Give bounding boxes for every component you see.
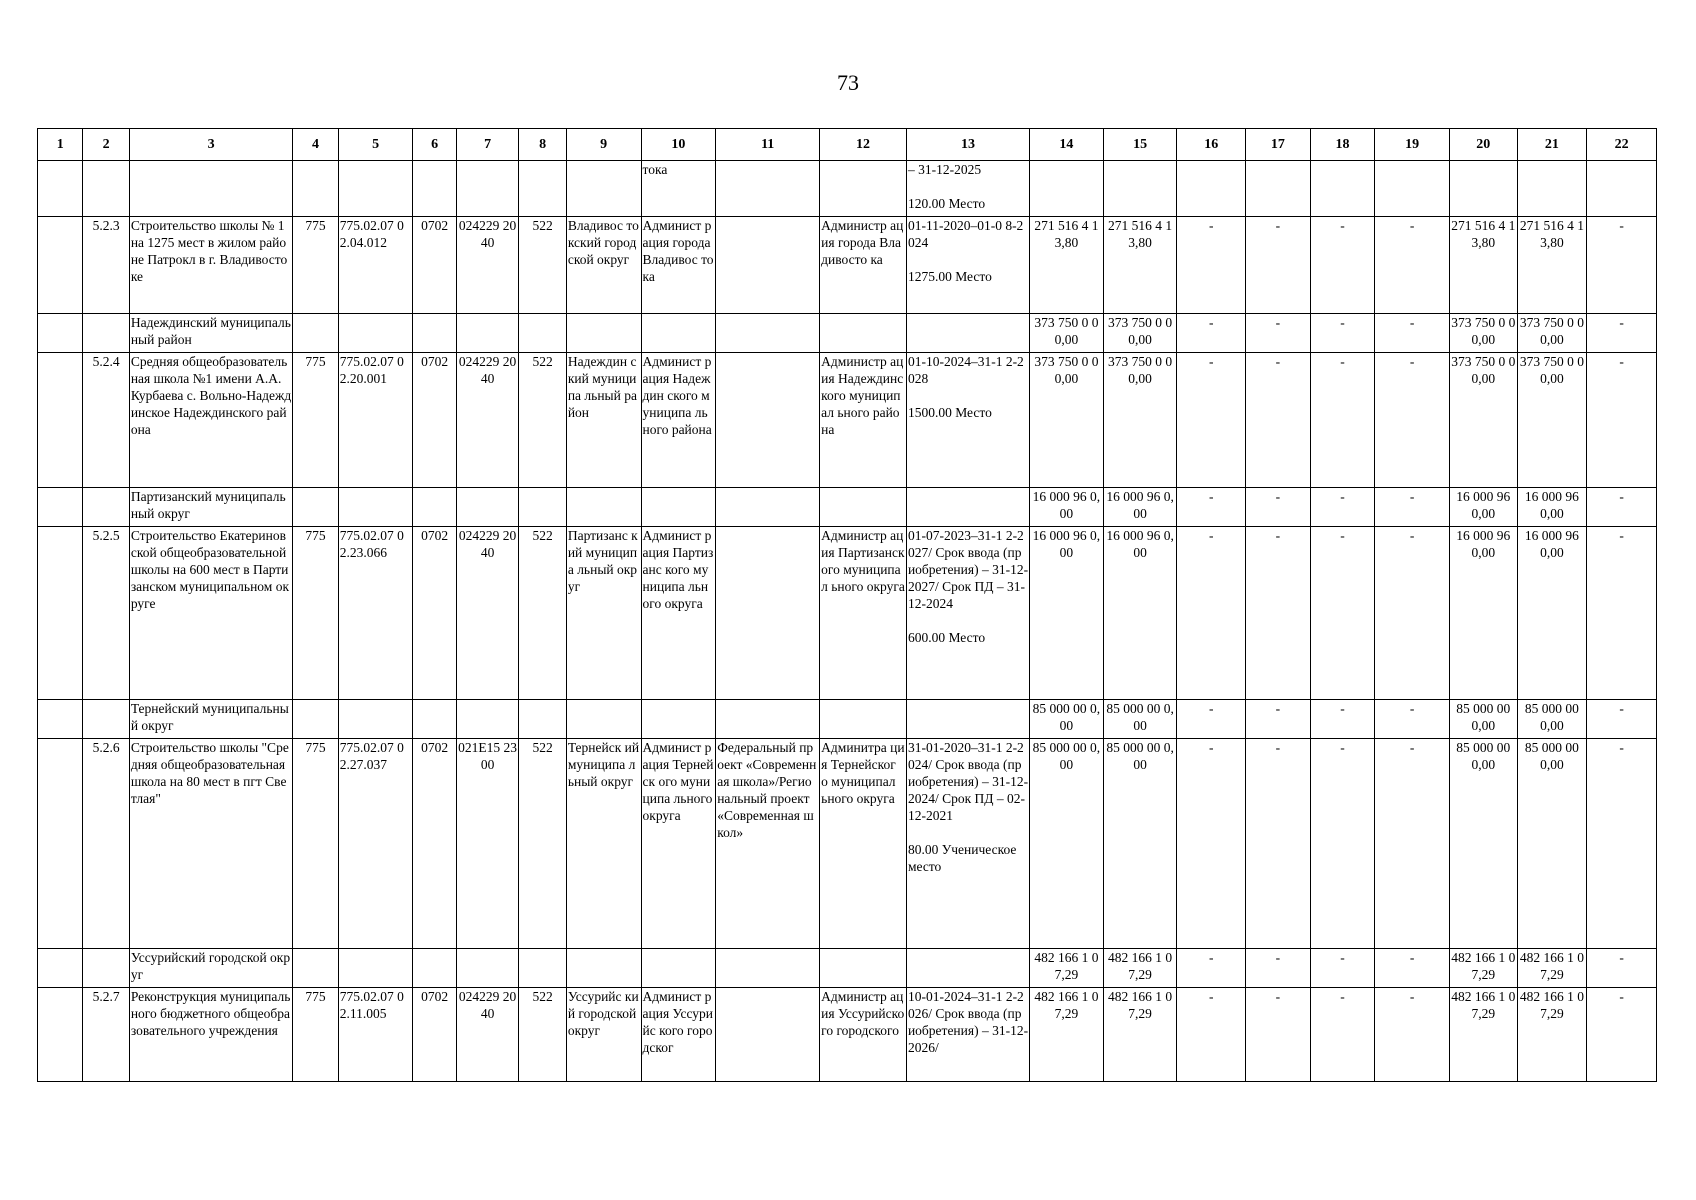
table-cell: -	[1246, 700, 1311, 739]
table-cell: 775.02.07 02.11.005	[338, 988, 413, 1082]
table-cell: Админист рация города Владивос тока	[641, 217, 716, 314]
column-header: 21	[1517, 129, 1587, 161]
table-cell: Уссурийс кий городской округ	[566, 988, 641, 1082]
table-cell: Администр ация Партизанск ого муниципал ьного округа	[820, 527, 907, 700]
table-cell: 85 000 00 0,00	[1030, 700, 1104, 739]
table-cell: 775	[293, 988, 338, 1082]
table-cell: 775	[293, 353, 338, 488]
column-header: 2	[83, 129, 129, 161]
column-header: 8	[519, 129, 566, 161]
table-cell	[519, 314, 566, 353]
table-cell	[641, 949, 716, 988]
table-cell: 373 750 0 00,00	[1030, 353, 1104, 488]
table-cell: 5.2.3	[83, 217, 129, 314]
table-cell: -	[1246, 488, 1311, 527]
table-row	[38, 988, 1657, 1082]
table-cell: -	[1177, 988, 1246, 1082]
table-cell: -	[1375, 217, 1450, 314]
table-cell: -	[1587, 700, 1657, 739]
table-cell	[566, 949, 641, 988]
table-cell: 482 166 1 07,29	[1030, 949, 1104, 988]
table-cell: 5.2.6	[83, 739, 129, 949]
table-cell	[413, 488, 456, 527]
table-cell: -	[1375, 739, 1450, 949]
table-cell: Админист рация Тернейск ого муниципа льного округа	[641, 739, 716, 949]
table-cell: -	[1246, 988, 1311, 1082]
table-cell	[413, 949, 456, 988]
table-cell: – 31-12-2025 120.00 Место	[906, 161, 1029, 217]
page-number: 73	[837, 70, 859, 95]
table-cell	[456, 161, 519, 217]
table-cell: -	[1587, 217, 1657, 314]
table-cell	[38, 949, 83, 988]
table-cell	[716, 988, 820, 1082]
table-cell	[456, 949, 519, 988]
table-cell: 0702	[413, 217, 456, 314]
table-cell: 85 000 00 0,00	[1103, 700, 1177, 739]
table-cell	[820, 488, 907, 527]
table-cell: -	[1375, 314, 1450, 353]
table-cell: Федеральный проект «Современная школа»/Регио нальный проект «Современная школ»	[716, 739, 820, 949]
table-cell	[456, 488, 519, 527]
table-cell: 01-11-2020–01-0 8-2024 1275.00 Место	[906, 217, 1029, 314]
table-cell: 775	[293, 739, 338, 949]
table-cell: Админист рация Уссурийс кого городског	[641, 988, 716, 1082]
table-cell: 775.02.07 02.04.012	[338, 217, 413, 314]
column-header: 7	[456, 129, 519, 161]
table-cell	[1587, 161, 1657, 217]
table-cell: -	[1177, 353, 1246, 488]
table-cell: Уссурийский городской округ	[129, 949, 293, 988]
column-header: 20	[1449, 129, 1517, 161]
table-cell	[716, 217, 820, 314]
column-header: 19	[1375, 129, 1450, 161]
column-header: 18	[1310, 129, 1375, 161]
table-cell: 024229 2040	[456, 527, 519, 700]
table-cell	[38, 527, 83, 700]
table-cell: 16 000 96 0,00	[1103, 488, 1177, 527]
table-cell: 373 750 0 00,00	[1517, 353, 1587, 488]
table-body	[38, 129, 1657, 1082]
table-cell: -	[1177, 739, 1246, 949]
column-header: 12	[820, 129, 907, 161]
table-cell: -	[1375, 700, 1450, 739]
table-cell	[519, 949, 566, 988]
table-cell: -	[1587, 739, 1657, 949]
table-cell	[413, 314, 456, 353]
table-cell	[413, 161, 456, 217]
subtotal-row	[38, 488, 1657, 527]
table-cell: -	[1246, 739, 1311, 949]
table-cell	[820, 949, 907, 988]
table-cell: 85 000 00 0,00	[1103, 739, 1177, 949]
table-cell: 024229 2040	[456, 217, 519, 314]
table-cell	[1517, 161, 1587, 217]
column-header: 17	[1246, 129, 1311, 161]
table-cell: 775.02.07 02.27.037	[338, 739, 413, 949]
table-cell: Строительство школы № 1 на 1275 мест в жилом районе Патрокл в г. Владивостоке	[129, 217, 293, 314]
table-cell: 373 750 0 00,00	[1030, 314, 1104, 353]
table-cell	[338, 488, 413, 527]
table-cell: 024229 2040	[456, 988, 519, 1082]
table-cell: 85 000 00 0,00	[1517, 739, 1587, 949]
table-cell	[129, 161, 293, 217]
header-row	[38, 129, 1657, 161]
table-cell	[906, 949, 1029, 988]
table-cell: 16 000 96 0,00	[1103, 527, 1177, 700]
table-cell: 271 516 4 13,80	[1449, 217, 1517, 314]
table-cell: Тернейский муниципальный округ	[129, 700, 293, 739]
table-cell: -	[1310, 988, 1375, 1082]
table-cell: -	[1177, 949, 1246, 988]
table-cell	[566, 488, 641, 527]
table-cell: -	[1310, 949, 1375, 988]
table-cell: 482 166 1 07,29	[1449, 949, 1517, 988]
table-cell	[716, 161, 820, 217]
table-cell	[641, 314, 716, 353]
table-cell: Строительство школы "Средняя общеобразовательная школа на 80 мест в пгт Светлая"	[129, 739, 293, 949]
subtotal-row	[38, 700, 1657, 739]
table-cell: -	[1375, 949, 1450, 988]
column-header: 11	[716, 129, 820, 161]
table-cell: 16 000 96 0,00	[1030, 527, 1104, 700]
table-cell	[1375, 161, 1450, 217]
table-cell: -	[1310, 314, 1375, 353]
table-cell: 16 000 96 0,00	[1030, 488, 1104, 527]
table-cell: -	[1375, 527, 1450, 700]
table-cell: -	[1177, 488, 1246, 527]
column-header: 15	[1103, 129, 1177, 161]
table-cell	[716, 949, 820, 988]
table-cell: -	[1310, 739, 1375, 949]
table-cell	[566, 161, 641, 217]
table-cell: 0702	[413, 739, 456, 949]
table-cell	[906, 488, 1029, 527]
table-cell: Строительство Екатериновской общеобразовательной школы на 600 мест в Партизанском муниципальном округе	[129, 527, 293, 700]
table-cell: 5.2.7	[83, 988, 129, 1082]
table-cell: -	[1587, 527, 1657, 700]
table-cell: 482 166 1 07,29	[1103, 949, 1177, 988]
table-cell: -	[1177, 700, 1246, 739]
table-cell: 522	[519, 217, 566, 314]
table-cell	[1449, 161, 1517, 217]
table-cell: Реконструкция муниципального бюджетного общеобразовательного учреждения	[129, 988, 293, 1082]
table-cell: 024229 2040	[456, 353, 519, 488]
column-header: 6	[413, 129, 456, 161]
table-cell: 0702	[413, 988, 456, 1082]
table-cell: -	[1587, 988, 1657, 1082]
table-row	[38, 527, 1657, 700]
table-cell: 85 000 00 0,00	[1517, 700, 1587, 739]
table-cell: 01-07-2023–31-1 2-2027/ Срок ввода (приобретения) – 31-12-2027/ Срок ПД – 31-12-2024 600.00 Место	[906, 527, 1029, 700]
table-cell	[566, 314, 641, 353]
table-cell: -	[1587, 353, 1657, 488]
program-table	[37, 128, 1657, 1082]
table-cell	[83, 700, 129, 739]
table-cell: -	[1375, 988, 1450, 1082]
table-cell: Надеждин ский муниципа льный район	[566, 353, 641, 488]
table-cell: 482 166 1 07,29	[1103, 988, 1177, 1082]
table-row	[38, 739, 1657, 949]
table-cell	[38, 353, 83, 488]
table-cell	[716, 314, 820, 353]
subtotal-row	[38, 949, 1657, 988]
table-cell: -	[1310, 353, 1375, 488]
table-cell: Надеждинский муниципальный район	[129, 314, 293, 353]
table-cell: Админист рация Надеждин ского муниципа льного района	[641, 353, 716, 488]
table-cell	[456, 700, 519, 739]
table-cell	[293, 949, 338, 988]
table-cell	[38, 217, 83, 314]
table-cell: -	[1310, 217, 1375, 314]
table-cell: 01-10-2024–31-1 2-2028 1500.00 Место	[906, 353, 1029, 488]
table-cell	[293, 314, 338, 353]
table-cell	[906, 700, 1029, 739]
table-cell: -	[1246, 217, 1311, 314]
table-cell: 775	[293, 527, 338, 700]
table-cell: 373 750 0 00,00	[1103, 353, 1177, 488]
table-cell	[1030, 161, 1104, 217]
table-cell	[716, 353, 820, 488]
table-cell: 373 750 0 00,00	[1449, 353, 1517, 488]
table-cell: тока	[641, 161, 716, 217]
table-cell: -	[1587, 488, 1657, 527]
table-cell	[519, 700, 566, 739]
table-cell	[1103, 161, 1177, 217]
table-cell: -	[1177, 527, 1246, 700]
table-cell: -	[1375, 353, 1450, 488]
column-header: 1	[38, 129, 83, 161]
table-cell: 021Е15 2300	[456, 739, 519, 949]
table-cell: 85 000 00 0,00	[1449, 700, 1517, 739]
column-header: 9	[566, 129, 641, 161]
table-cell	[338, 161, 413, 217]
table-cell: 85 000 00 0,00	[1030, 739, 1104, 949]
table-cell: -	[1246, 314, 1311, 353]
table-cell: 5.2.4	[83, 353, 129, 488]
table-cell	[1177, 161, 1246, 217]
table-cell: 16 000 96 0,00	[1449, 488, 1517, 527]
table-cell: Админист рация Партизанс кого муниципа льного округа	[641, 527, 716, 700]
table-cell: 5.2.5	[83, 527, 129, 700]
table-cell	[906, 314, 1029, 353]
table-cell: -	[1310, 488, 1375, 527]
subtotal-row	[38, 314, 1657, 353]
table-row	[38, 353, 1657, 488]
table-cell: -	[1246, 353, 1311, 488]
table-cell: 0702	[413, 527, 456, 700]
table-cell	[293, 161, 338, 217]
table-cell: 373 750 0 00,00	[1103, 314, 1177, 353]
table-cell	[338, 700, 413, 739]
table-cell: 271 516 4 13,80	[1103, 217, 1177, 314]
table-cell	[566, 700, 641, 739]
table-cell: 16 000 96 0,00	[1517, 527, 1587, 700]
table-cell: Админитра ция Тернейског о муниципал ьного округа	[820, 739, 907, 949]
table-cell: Партизанс кий муниципа льный округ	[566, 527, 641, 700]
table-cell	[338, 314, 413, 353]
table-cell	[519, 488, 566, 527]
table-cell: -	[1246, 527, 1311, 700]
table-cell	[293, 488, 338, 527]
table-cell	[716, 488, 820, 527]
table-cell	[1310, 161, 1375, 217]
table-cell: 482 166 1 07,29	[1517, 949, 1587, 988]
table-cell: 271 516 4 13,80	[1030, 217, 1104, 314]
table-cell	[83, 949, 129, 988]
table-cell: 775.02.07 02.23.066	[338, 527, 413, 700]
table-cell: -	[1310, 527, 1375, 700]
table-cell: Тернейск ий муниципа льный округ	[566, 739, 641, 949]
table-cell: 522	[519, 739, 566, 949]
table-cell: 482 166 1 07,29	[1517, 988, 1587, 1082]
table-cell: -	[1375, 488, 1450, 527]
table-cell: 271 516 4 13,80	[1517, 217, 1587, 314]
column-header: 14	[1030, 129, 1104, 161]
table-cell	[83, 314, 129, 353]
table-cell: -	[1177, 314, 1246, 353]
table-cell	[38, 700, 83, 739]
table-cell: 522	[519, 988, 566, 1082]
table-cell: Администр ация Уссурийско го городского	[820, 988, 907, 1082]
table-cell	[338, 949, 413, 988]
table-cell	[38, 488, 83, 527]
column-header: 3	[129, 129, 293, 161]
table-cell: 10-01-2024–31-1 2-2026/ Срок ввода (приобретения) – 31-12-2026/	[906, 988, 1029, 1082]
table-cell	[38, 314, 83, 353]
table-cell: Администр ация Надеждинс кого муниципал ьного района	[820, 353, 907, 488]
table-cell	[413, 700, 456, 739]
table-cell: 482 166 1 07,29	[1030, 988, 1104, 1082]
table-cell: 775.02.07 02.20.001	[338, 353, 413, 488]
table-cell: -	[1246, 949, 1311, 988]
table-cell: 16 000 96 0,00	[1517, 488, 1587, 527]
table-cell	[820, 314, 907, 353]
column-header: 13	[906, 129, 1029, 161]
table-cell	[456, 314, 519, 353]
table-cell: 522	[519, 527, 566, 700]
table-row	[38, 217, 1657, 314]
table-cell	[716, 700, 820, 739]
column-header: 10	[641, 129, 716, 161]
continuation-row	[38, 161, 1657, 217]
table-cell: -	[1587, 949, 1657, 988]
table-cell: 31-01-2020–31-1 2-2024/ Срок ввода (приобретения) – 31-12-2024/ Срок ПД – 02-12-2021 80.00 Ученическое место	[906, 739, 1029, 949]
column-header: 5	[338, 129, 413, 161]
table-cell: 0702	[413, 353, 456, 488]
table-cell: 775	[293, 217, 338, 314]
table-cell: 373 750 0 00,00	[1449, 314, 1517, 353]
table-cell: 522	[519, 353, 566, 488]
table-cell: -	[1310, 700, 1375, 739]
table-cell: 482 166 1 07,29	[1449, 988, 1517, 1082]
table-cell: -	[1177, 217, 1246, 314]
table-cell: Администр ация города Владивосто ка	[820, 217, 907, 314]
table-cell	[820, 700, 907, 739]
table-cell: 16 000 96 0,00	[1449, 527, 1517, 700]
column-header: 16	[1177, 129, 1246, 161]
table-cell	[641, 700, 716, 739]
column-header: 22	[1587, 129, 1657, 161]
table-cell: Партизанский муниципальный округ	[129, 488, 293, 527]
table-cell: 85 000 00 0,00	[1449, 739, 1517, 949]
table-cell	[716, 527, 820, 700]
table-cell	[641, 488, 716, 527]
table-cell	[820, 161, 907, 217]
table-cell: Средняя общеобразовательная школа №1 имени А.А. Курбаева с. Вольно-Надеждинское Надеждинского района	[129, 353, 293, 488]
table-cell: -	[1587, 314, 1657, 353]
table-cell	[1246, 161, 1311, 217]
column-header: 4	[293, 129, 338, 161]
table-cell	[83, 161, 129, 217]
table-cell	[519, 161, 566, 217]
table-cell: Владивос токский городской округ	[566, 217, 641, 314]
table-cell	[38, 988, 83, 1082]
table-cell	[38, 739, 83, 949]
table-cell	[38, 161, 83, 217]
table-cell: 373 750 0 00,00	[1517, 314, 1587, 353]
table-cell	[293, 700, 338, 739]
table-cell	[83, 488, 129, 527]
